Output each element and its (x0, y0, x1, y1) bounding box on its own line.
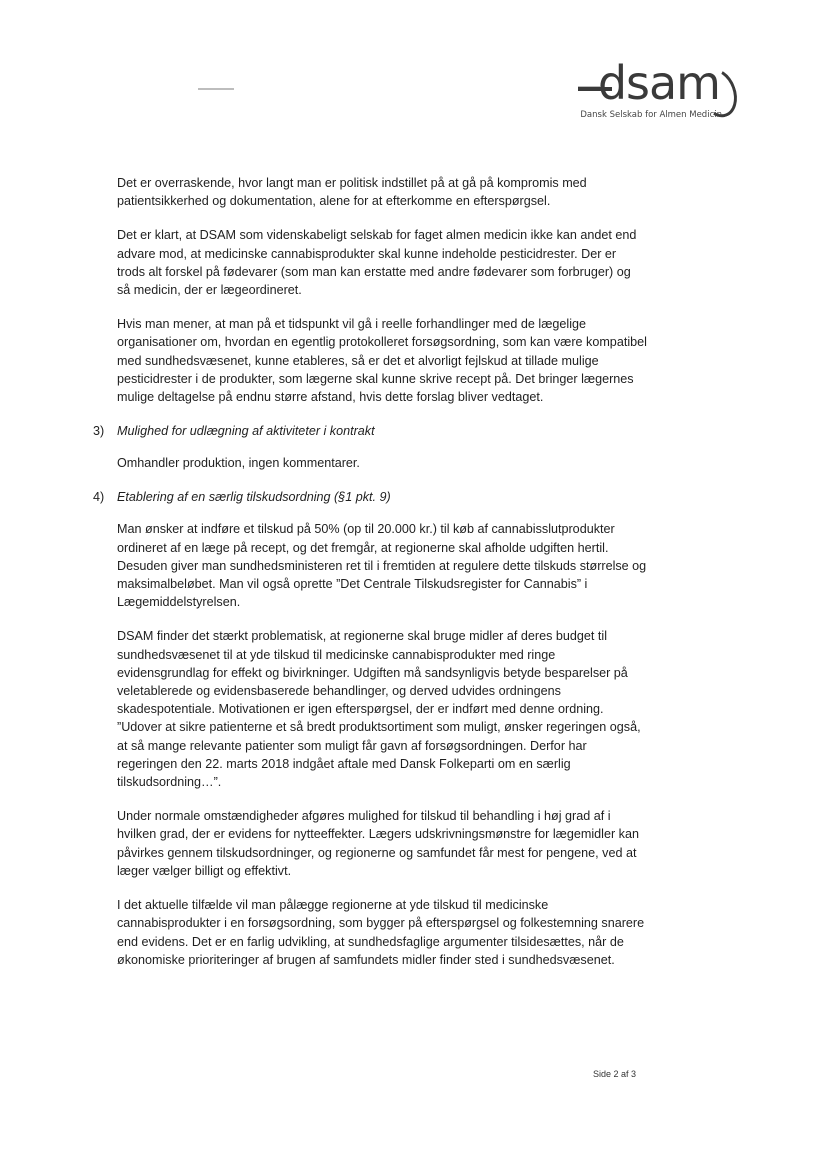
document-body (93, 174, 647, 985)
section-number: 3) (93, 424, 105, 439)
section-title: Mulighed for udlægning af aktiviteter i kontrakt (117, 424, 375, 439)
logo-subtitle: Dansk Selskab for Almen Medicin (580, 110, 722, 120)
page-number: Side 2 af 3 (592, 1069, 636, 1079)
paragraph: Hvis man mener, at man på et tidspunkt vil gå i reelle forhandlinger med de lægelige organisationer om, hvordan en egentlig protokolleret forsøgsordning, som kan være kompatibel med sundhedsvæsenet, kunne etableres, så er det et alvorligt fejlskud at tillade mulige pesticidrester i de produkter, som lægerne skal kunne skrive recept på. Det bringer lægernes mulige deltagelse på endnu større afstand, hvis dette forslag bliver vedtaget. (117, 317, 647, 405)
section-heading-3 (93, 422, 647, 440)
paragraph: I det aktuelle tilfælde vil man pålægge regionerne at yde tilskud til medicinske cannabisprodukter i en forsøgsordning, som bygger på efterspørgsel og folkestemning snarere end evidens. Det er en farlig udvikling, at sundhedsfaglige argumenter tilsidesættes, når de økonomiske prioriteringer af brugen af samfundets midler finder sted i sundhedsvæsenet. (117, 898, 645, 967)
paragraph: Under normale omstændigheder afgøres mulighed for tilskud til behandling i høj grad af i hvilken grad, der er evidens for nytteeffekter. Lægers udskrivningsmønstre for lægemidler kan påvirkes gennem tilskudsordninger, og regionerne og samfundet får mest for pengene, ved at læger vælger billigt og effektivt. (117, 809, 639, 878)
paragraph: Omhandler produktion, ingen kommentarer. (117, 456, 360, 471)
section-heading-4 (93, 488, 647, 506)
paragraph: DSAM finder det stærkt problematisk, at regionerne skal bruge midler af deres budget til sundhedsvæsenet til at yde tilskud til medicinske cannabisprodukter med ringe evidensgrundlag for effekt og bivirkninger. Udgiften må sandsynligvis betyde besparelser på veletablerede og evidensbaserede behandlinger, og derved udvides ordningens skadespotentiale. Motivationen er igen efterspørgsel, der er indført med denne ordning. ”Udover at sikre patienterne et så bredt produktsortiment som muligt, ønsker regeringen også, at så mange relevante patienter som muligt får gavn af forsøgsordningen. Derfor har regeringen den 22. marts 2018 indgået aftale med Dansk Folkeparti om en særlig tilskudsordning…”. (117, 629, 641, 790)
logo-text: dsam (597, 56, 720, 110)
section-title: Etablering af en særlig tilskudsordning (§1 pkt. 9) (117, 490, 391, 505)
paragraph: Det er overraskende, hvor langt man er politisk indstillet på at gå på kompromis med patientsikkerhed og dokumentation, alene for at efterkomme en efterspørgsel. (117, 176, 587, 209)
paragraph: Man ønsker at indføre et tilskud på 50% (op til 20.000 kr.) til køb af cannabisslutprodukter ordineret af en læge på recept, og det fremgår, at regionerne skal afholde udgiften hertil. Desuden giver man sundhedsministeren ret til i fremtiden at regulere dette tilskuds størrelse og maksimalbeløbet. Man vil også oprette ”Det Centrale Tilskudsregister for Cannabis” i Lægemiddelstyrelsen. (117, 522, 647, 610)
paragraph: Det er klart, at DSAM som videnskabeligt selskab for faget almen medicin ikke kan andet end advare mod, at medicinske cannabisprodukter skal kunne indeholde pesticidrester. Der er trods alt forskel på fødevarer (som man kan erstatte med andre fødevarer som forbruger) og så medicin, der er lægeordineret. (117, 228, 637, 298)
section-number: 4) (93, 490, 105, 505)
scan-smudge (198, 88, 234, 90)
dsam-logo (570, 56, 740, 124)
